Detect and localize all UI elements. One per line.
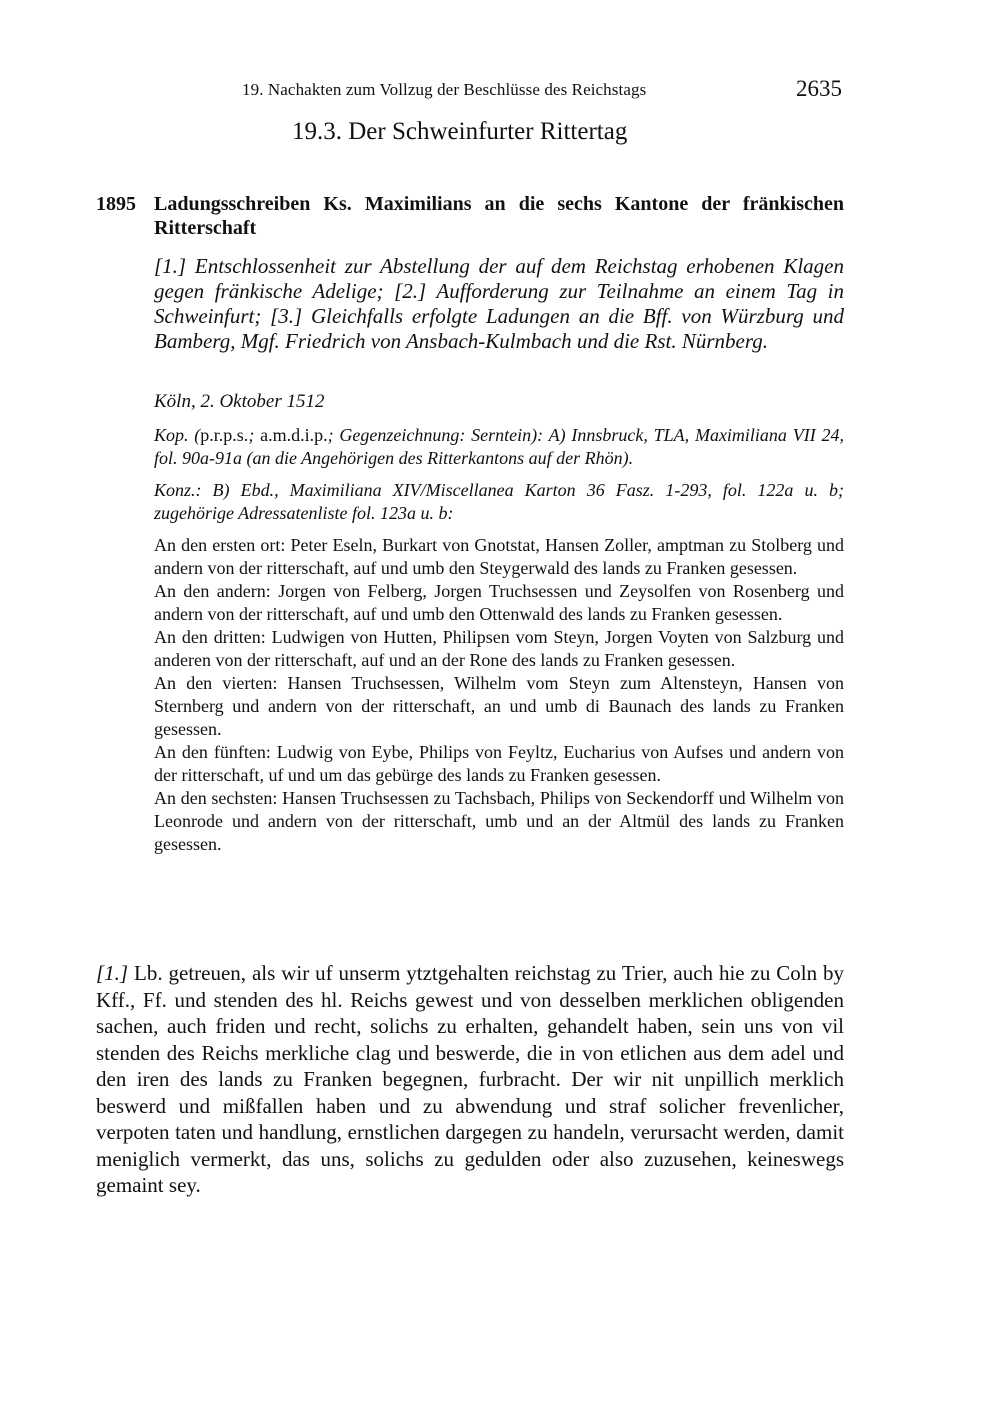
document-title: Ladungsschreiben Ks. Maximilians an die sechs Kantone der fränkischen Ritterschaft: [154, 193, 844, 239]
section-title: 19.3. Der Schweinfurter Rittertag: [292, 118, 628, 145]
copy-note-closing-abbrev: a.m.d.i.p.: [260, 425, 328, 445]
addressee-list: [154, 534, 844, 856]
addressee-entry: An den andern: Jorgen von Felberg, Jorgen Truchsessen und Zeysolfen von Rosenberg und andern von der ritterschaft, auf und umb den Ottenwald des lands zu Franken gesessen.: [154, 581, 844, 624]
copy-note-prefix: Kop. (: [154, 425, 201, 445]
running-head: 19. Nachakten zum Vollzug der Beschlüsse des Reichstags: [242, 80, 647, 99]
main-text: [96, 960, 844, 1199]
paragraph-marker: [1.]: [96, 961, 129, 985]
regest: [1.] Entschlossenheit zur Abstellung der auf dem Reichstag erhobenen Klagen gegen fränkische Adelige; [2.] Aufforderung zur Teilnahme an einem Tag in Schweinfurt; [3.] Gleichfalls erfolgte Ladungen an die Bff. von Würzburg und Bamberg, Mgf. Friedrich von Ansbach-Kulmbach und die Rst. Nürnberg.: [154, 254, 844, 353]
page-number: 2635: [796, 76, 842, 101]
addressee-entry: An den dritten: Ludwigen von Hutten, Philipsen vom Steyn, Jorgen Voyten von Salzburg und anderen von der ritterschaft, auf und an der Rone des lands zu Franken gesessen.: [154, 627, 844, 670]
copy-note-salutation-abbrev: p.r.p.s.: [200, 425, 249, 445]
document-number: 1895: [96, 193, 136, 215]
addressee-entry: An den fünften: Ludwig von Eybe, Philips von Feyltz, Eucharius von Aufses und andern von der ritterschaft, uf und um das gebürge des lands zu Franken gesessen.: [154, 742, 844, 785]
place-date: Köln, 2. Oktober 1512: [154, 391, 325, 412]
copy-note-separator: ;: [248, 425, 261, 445]
copy-note-rest: ; Gegenzeichnung: Serntein): A) Innsbruck, TLA, Maximiliana VII 24, fol. 90a-91a (an die Angehörigen des Ritterkantons auf der Rhön).: [154, 425, 845, 468]
addressee-entry: An den sechsten: Hansen Truchsessen zu Tachsbach, Philips von Seckendorff und Wilhelm von Leonrode und andern von der ritterschaft, umb und an der Altmül des lands zu Franken gesessen.: [154, 788, 844, 854]
draft-note: Konz.: B) Ebd., Maximiliana XIV/Miscellanea Karton 36 Fasz. 1-293, fol. 122a u. b; zugehörige Adressatenliste fol. 123a u. b:: [154, 480, 844, 523]
addressee-entry: An den vierten: Hansen Truchsessen, Wilhelm vom Steyn zum Altensteyn, Hansen von Sternberg und andern von der ritterschaft, an und umb di Baunach des lands zu Franken gesessen.: [154, 673, 844, 739]
main-text-body: Lb. getreuen, als wir uf unserm ytztgehalten reichstag zu Trier, auch hie zu Coln by Kff., Ff. und stenden des hl. Reichs gewest und von desselben merklichen obligenden sachen, auch friden und recht, solichs zu erhalten, gehandelt haben, sein uns von vil stenden des Reichs merkliche clag und beswerde, die in von etlichen aus dem adel und den iren des lands zu Franken begegnen, furbracht. Der wir nit unpillich merklich beswerd und mißfallen haben und zu abwendung und straf solicher frevenlicher, verpoten taten und handlung, ernstlichen dargegen zu handeln, verursacht werden, damit meniglich vermerkt, das uns, solichs zu gedulden oder also zuzusehen, keineswegs gemaint sey.: [96, 961, 844, 1197]
addressee-entry: An den ersten ort: Peter Eseln, Burkart von Gnotstat, Hansen Zoller, amptman zu Stolberg und andern von der ritterschaft, auf und umb den Steygerwald des lands zu Franken gesessen.: [154, 535, 844, 578]
copy-note: [154, 424, 844, 470]
